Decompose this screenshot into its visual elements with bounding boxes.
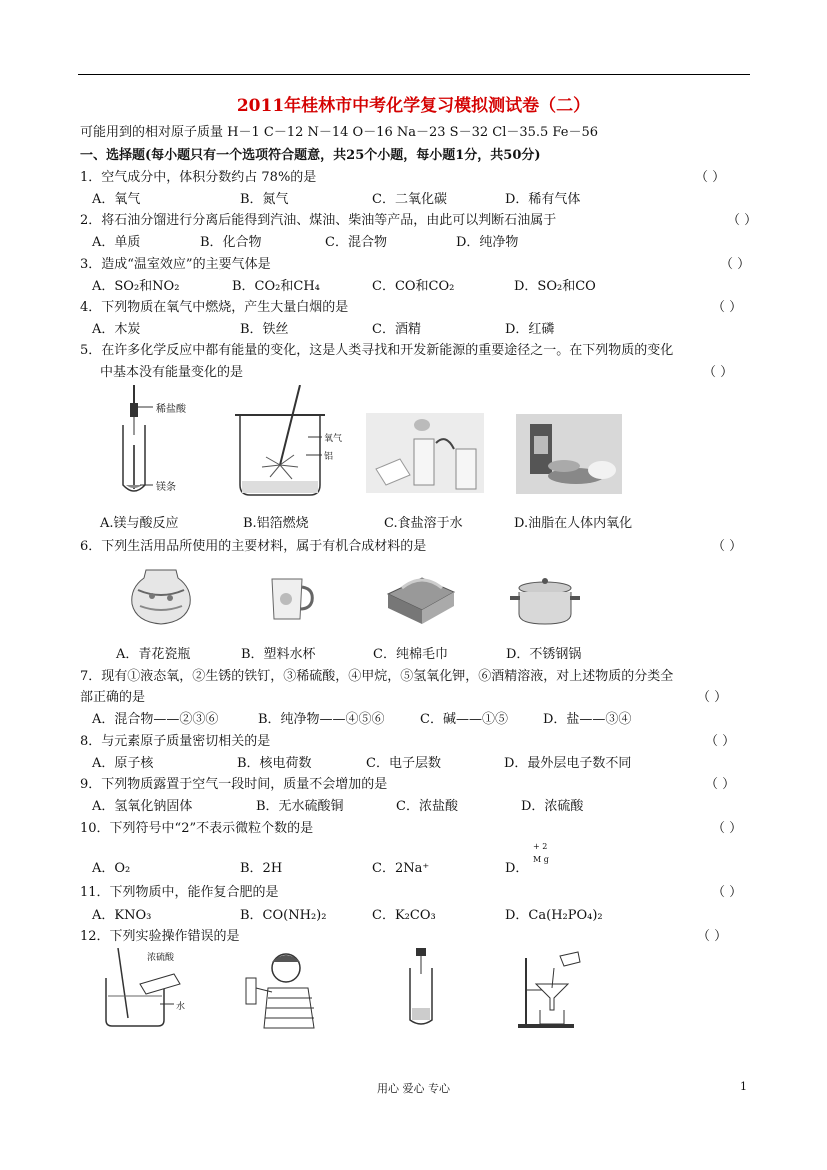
question-9-stem: 9．下列物质露置于空气一段时间，质量不会增加的是 <box>80 777 388 792</box>
answer-paren: （ ） <box>712 821 743 836</box>
q10-option-c: C．2Na⁺ <box>372 861 430 876</box>
answer-paren: （ ） <box>712 300 743 315</box>
q4-option-c: C．酒精 <box>372 322 421 337</box>
porcelain-vase-figure <box>128 566 194 626</box>
q5-option-b: B.铝箔燃烧 <box>243 516 309 531</box>
q3-option-c: C．CO和CO₂ <box>372 279 455 294</box>
q10-option-a: A．O₂ <box>92 861 131 876</box>
oil-food-figure <box>516 414 622 494</box>
q3-option-d: D．SO₂和CO <box>514 279 596 294</box>
q11-option-c: C．K₂CO₃ <box>372 908 436 923</box>
q6-option-d: D．不锈钢锅 <box>506 647 582 662</box>
q4-option-d: D．红磷 <box>505 322 555 337</box>
q1-option-b: B．氮气 <box>240 192 289 207</box>
footer-motto: 用心 爱心 专心 <box>377 1082 450 1095</box>
q9-option-a: A．氢氧化钠固体 <box>92 799 193 814</box>
q11-option-a: A．KNO₃ <box>92 908 152 923</box>
question-12-stem: 12．下列实验操作错误的是 <box>80 929 240 944</box>
q9-option-d: D．浓硫酸 <box>521 799 584 814</box>
q5-option-c: C.食盐溶于水 <box>384 516 463 531</box>
q2-option-a: A．单质 <box>92 235 141 250</box>
answer-paren: （ ） <box>712 539 743 554</box>
fig-label-water: 水 <box>176 1002 186 1012</box>
answer-paren: （ ） <box>712 885 743 900</box>
page-number: 1 <box>740 1080 747 1093</box>
q2-option-d: D．纯净物 <box>456 235 519 250</box>
q9-option-c: C．浓盐酸 <box>396 799 458 814</box>
answer-paren: （ ） <box>720 257 751 272</box>
fig-label-magnesium: 镁条 <box>156 482 176 493</box>
q8-option-a: A．原子核 <box>92 756 154 771</box>
question-10-stem: 10．下列符号中“2”不表示微粒个数的是 <box>80 821 314 836</box>
answer-paren: （ ） <box>695 170 726 185</box>
steel-pot-figure <box>508 574 582 628</box>
question-7-stem-line2: 部正确的是 <box>80 690 146 705</box>
question-3-stem: 3．造成“温室效应”的主要气体是 <box>80 257 271 272</box>
q7-option-b: B．纯净物——④⑤⑥ <box>258 712 385 727</box>
plastic-cup-figure <box>268 575 316 623</box>
question-11-stem: 11．下列物质中，能作复合肥的是 <box>80 885 279 900</box>
q2-option-b: B．化合物 <box>200 235 262 250</box>
answer-paren: （ ） <box>727 213 758 228</box>
answer-paren: （ ） <box>697 690 728 705</box>
answer-paren: （ ） <box>705 734 736 749</box>
q6-option-b: B．塑料水杯 <box>241 647 316 662</box>
question-2-stem: 2．将石油分馏进行分离后能得到汽油、煤油、柴油等产品，由此可以判断石油属于 <box>80 213 557 228</box>
q1-option-a: A．氧气 <box>92 192 141 207</box>
q1-option-c: C．二氧化碳 <box>372 192 447 207</box>
q10-option-b: B．2H <box>240 861 283 876</box>
q3-option-a: A．SO₂和NO₂ <box>92 279 180 294</box>
q7-option-a: A．混合物——②③⑥ <box>92 712 219 727</box>
answer-paren: （ ） <box>705 777 736 792</box>
fig-label-aluminum: 铝 <box>324 452 334 462</box>
q10-d-symbol: M g <box>533 855 549 864</box>
salt-dissolving-figure <box>366 413 484 493</box>
page-title: 2011年桂林市中考化学复习模拟测试卷（二） <box>236 96 591 116</box>
q11-option-b: B．CO(NH₂)₂ <box>240 908 327 923</box>
answer-paren: （ ） <box>697 929 728 944</box>
q8-option-b: B．核电荷数 <box>237 756 312 771</box>
question-8-stem: 8．与元素原子质量密切相关的是 <box>80 734 271 749</box>
q5-option-a: A.镁与酸反应 <box>100 516 179 531</box>
question-6-stem: 6．下列生活用品所使用的主要材料，属于有机合成材料的是 <box>80 539 427 554</box>
q8-option-d: D．最外层电子数不同 <box>504 756 632 771</box>
q1-option-d: D．稀有气体 <box>505 192 581 207</box>
atomic-mass-line: 可能用到的相对原子质量 H－1 C－12 N－14 O－16 Na－23 S－32 Cl－35.5 Fe－56 <box>80 125 598 140</box>
q5-option-d: D.油脂在人体内氧化 <box>514 516 633 531</box>
question-5-stem-line1: 5．在许多化学反应中都有能量的变化，这是人类寻找和开发新能源的重要途径之一。在下列物质的变化 <box>80 343 674 358</box>
q10-option-d: D． <box>505 861 529 876</box>
answer-paren: （ ） <box>703 365 734 380</box>
cotton-towel-figure <box>382 570 460 628</box>
fig-label-oxygen: 氧气 <box>324 434 343 444</box>
question-7-stem-line1: 7．现有①液态氧，②生锈的铁钉，③稀硫酸，④甲烷，⑤氢氧化钾，⑥酒精溶液，对上述物质的分类全 <box>80 669 674 684</box>
fig-label-hydrochloric-acid: 稀盐酸 <box>156 404 186 415</box>
q8-option-c: C．电子层数 <box>366 756 441 771</box>
header-rule <box>78 74 750 75</box>
fig-label-conc-sulfuric-acid: 浓硫酸 <box>147 953 175 963</box>
smelling-gas-figure <box>238 948 330 1030</box>
q6-option-c: C．纯棉毛巾 <box>373 647 448 662</box>
q11-option-d: D．Ca(H₂PO₄)₂ <box>505 908 603 923</box>
question-5-stem-line2: 中基本没有能量变化的是 <box>100 365 244 380</box>
q9-option-b: B．无水硫酸铜 <box>256 799 344 814</box>
q3-option-b: B．CO₂和CH₄ <box>232 279 320 294</box>
question-1-stem: 1．空气成分中，体积分数约占 78%的是 <box>80 170 317 185</box>
dilute-acid-figure <box>100 948 190 1028</box>
q10-d-charge: + 2 <box>533 842 548 851</box>
question-4-stem: 4．下列物质在氧气中燃烧，产生大量白烟的是 <box>80 300 349 315</box>
q6-option-a: A．青花瓷瓶 <box>116 647 191 662</box>
q2-option-c: C．混合物 <box>325 235 387 250</box>
q4-option-b: B．铁丝 <box>240 322 289 337</box>
dropper-figure <box>402 948 442 1028</box>
q4-option-a: A．木炭 <box>92 322 141 337</box>
q7-option-c: C．碱——①⑤ <box>420 712 508 727</box>
section-heading: 一、选择题(每小题只有一个选项符合题意，共25个小题，每小题1分，共50分) <box>80 148 541 163</box>
filtration-figure <box>516 948 588 1030</box>
q7-option-d: D．盐——③④ <box>543 712 632 727</box>
